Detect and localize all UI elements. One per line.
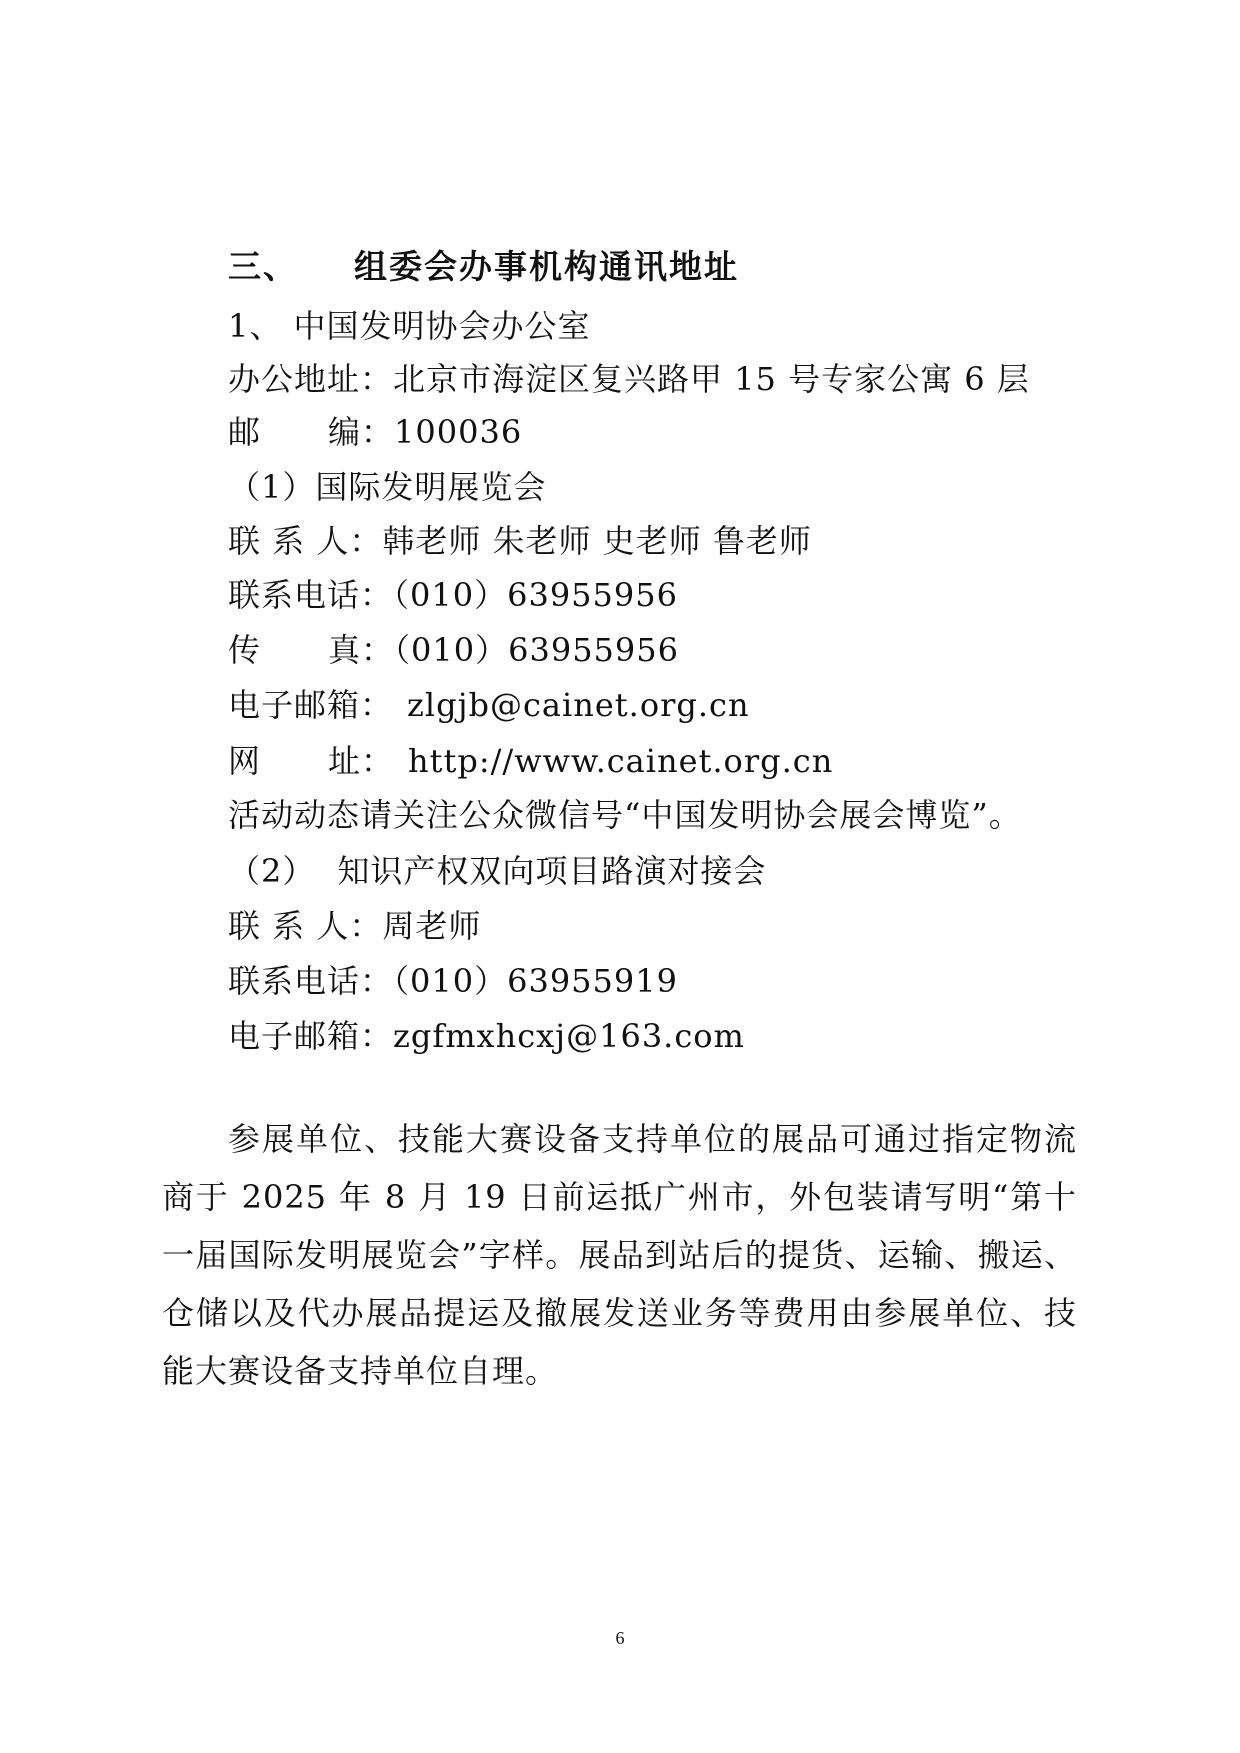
- section-title: 组委会办事机构通讯地址: [354, 247, 739, 286]
- roadshow-heading-prefix: （2）: [228, 852, 316, 890]
- website-row: [228, 741, 833, 781]
- section-heading: [228, 247, 739, 287]
- office-address-row: [228, 359, 1030, 399]
- exhibition-contact-label: 联 系 人：: [228, 522, 383, 560]
- exhibition-fax-row: [228, 630, 679, 670]
- exhibition-heading: （1）国际发明展览会: [228, 468, 547, 506]
- page-number: 6: [615, 1628, 625, 1648]
- roadshow-phone: （010）63955919: [393, 962, 678, 1000]
- wechat-note: 活动动态请关注公众微信号“中国发明协会展会博览”。: [228, 796, 1022, 834]
- section-number: 三、: [228, 247, 298, 286]
- roadshow-email-row: [228, 1016, 745, 1056]
- exhibition-contact-row: [228, 521, 812, 561]
- roadshow-heading: 知识产权双向项目路演对接会: [337, 852, 767, 890]
- roadshow-phone-label: 联系电话：: [228, 962, 394, 1000]
- office-heading: 1、 中国发明协会办公室: [228, 307, 591, 345]
- exhibition-email-label: 电子邮箱：: [228, 686, 394, 724]
- postcode-label-start: 邮: [228, 413, 262, 451]
- fax-label-end: 真：: [328, 631, 395, 669]
- website-label-end: 址：: [328, 742, 395, 780]
- roadshow-contact-row: [228, 906, 481, 946]
- exhibition-email-row: [228, 685, 750, 725]
- website-url: http://www.cainet.org.cn: [408, 742, 834, 780]
- exhibition-contacts: 韩老师 朱老师 史老师 鲁老师: [382, 522, 812, 560]
- postcode-row: [228, 412, 522, 452]
- office-address: 北京市海淀区复兴路甲 15 号专家公寓 6 层: [393, 360, 1030, 398]
- shipping-paragraph: 参展单位、技能大赛设备支持单位的展品可通过指定物流商于 2025 年 8 月 19 日前运抵广州市，外包装请写明“第十一届国际发明展览会”字样。展品到站后的提货、运输、搬运、仓储以及代办展品提运及撤展发送业务等费用由参展单位、技能大赛设备支持单位自理。: [162, 1120, 1077, 1390]
- address-label: 办公地址：: [228, 360, 394, 398]
- postcode-value: 100036: [394, 413, 523, 451]
- exhibition-email: zlgjb@cainet.org.cn: [407, 686, 750, 724]
- website-label-start: 网: [228, 742, 262, 780]
- exhibition-phone: （010）63955956: [393, 576, 678, 614]
- exhibition-phone-row: [228, 575, 678, 615]
- exhibition-fax: （010）63955956: [394, 631, 679, 669]
- exhibition-phone-label: 联系电话：: [228, 576, 394, 614]
- roadshow-contact: 周老师: [382, 907, 482, 945]
- roadshow-heading-row: [228, 851, 766, 891]
- roadshow-email: zgfmxhcxj@163.com: [393, 1017, 745, 1055]
- fax-label-start: 传: [228, 631, 262, 669]
- roadshow-email-label: 电子邮箱：: [228, 1017, 394, 1055]
- roadshow-contact-label: 联 系 人：: [228, 907, 383, 945]
- postcode-label-end: 编：: [328, 413, 395, 451]
- roadshow-phone-row: [228, 961, 678, 1001]
